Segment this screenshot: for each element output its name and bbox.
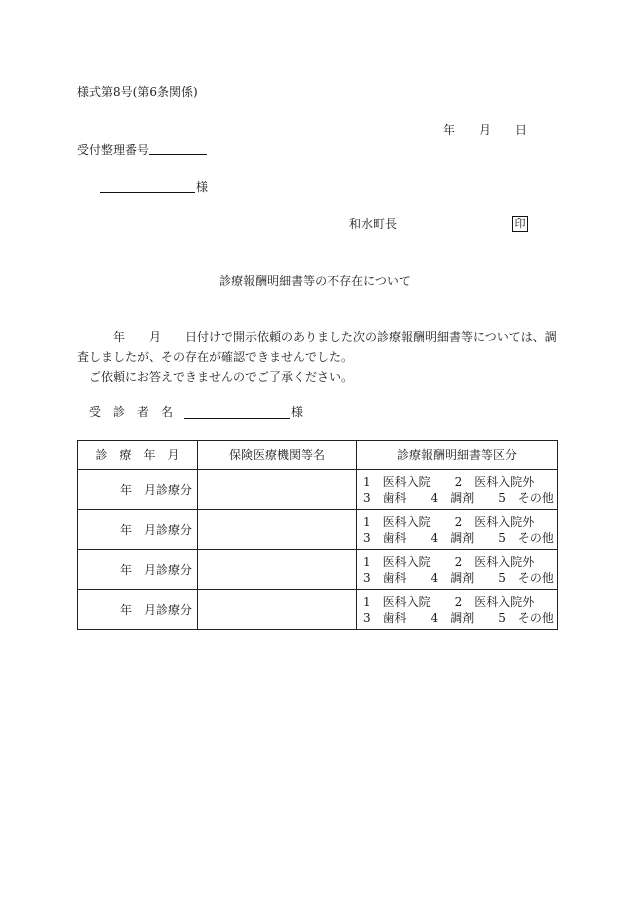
category-options-line-2: 3 歯科 4 調剤 5 その他 <box>363 490 554 505</box>
treatment-period-cell: 年 月診療分 <box>78 470 198 510</box>
institution-cell <box>198 590 357 630</box>
reception-number-blank <box>149 154 207 155</box>
institution-cell <box>198 470 357 510</box>
treatment-period-cell: 年 月診療分 <box>78 550 198 590</box>
table-row <box>78 510 558 550</box>
patient-name-blank <box>184 418 290 419</box>
date-line: 年 月 日 <box>443 123 528 137</box>
body-text-line-2: 査しましたが、その存在が確認できませんでした。 <box>77 350 354 364</box>
form-number: 様式第8号(第6条関係) <box>77 85 198 99</box>
treatment-period-cell: 年 月診療分 <box>78 590 198 630</box>
category-cell <box>357 550 558 590</box>
header-statement-category: 診療報酬明細書等区分 <box>357 441 558 470</box>
addressee-blank <box>100 192 195 193</box>
table-header-row <box>78 441 558 470</box>
category-cell <box>357 470 558 510</box>
category-options-line-2: 3 歯科 4 調剤 5 その他 <box>363 530 554 545</box>
category-cell <box>357 590 558 630</box>
document-title: 診療報酬明細書等の不存在について <box>219 274 411 288</box>
reception-number-label: 受付整理番号 <box>77 143 150 157</box>
category-options-line-2: 3 歯科 4 調剤 5 その他 <box>363 610 554 625</box>
patient-honorific: 様 <box>291 405 304 419</box>
category-options-line-1: 1 医科入院 2 医科入院外 <box>363 594 535 609</box>
seal-stamp: 印 <box>512 216 528 232</box>
header-institution-name: 保険医療機関等名 <box>198 441 357 470</box>
claims-table <box>77 440 558 630</box>
category-options-line-1: 1 医科入院 2 医科入院外 <box>363 474 535 489</box>
category-options-line-1: 1 医科入院 2 医科入院外 <box>363 554 535 569</box>
category-options-line-2: 3 歯科 4 調剤 5 その他 <box>363 570 554 585</box>
institution-cell <box>198 510 357 550</box>
treatment-period-cell: 年 月診療分 <box>78 510 198 550</box>
category-cell <box>357 510 558 550</box>
patient-name-label: 受 診 者 名 <box>89 405 174 419</box>
addressee-honorific: 様 <box>196 180 209 194</box>
table-row <box>78 470 558 510</box>
table-row <box>78 590 558 630</box>
sender-name: 和水町長 <box>349 217 398 231</box>
institution-cell <box>198 550 357 590</box>
body-text-line-3: ご依頼にお答えできませんのでご了承ください。 <box>89 370 354 384</box>
body-text-line-1: 年 月 日付けで開示依頼のありました次の診療報酬明細書等については、調 <box>113 330 557 344</box>
category-options-line-1: 1 医科入院 2 医科入院外 <box>363 514 535 529</box>
header-treatment-month: 診 療 年 月 <box>78 441 198 470</box>
table-row <box>78 550 558 590</box>
